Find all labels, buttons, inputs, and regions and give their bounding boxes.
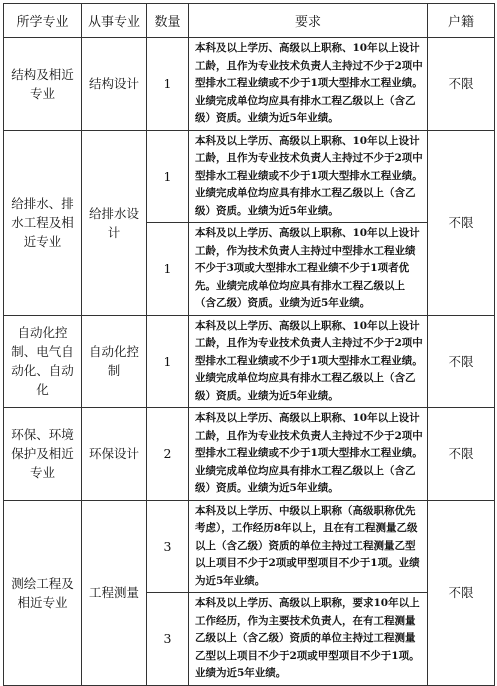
- requirement-cell: [189, 315, 428, 408]
- job-cell: 环保设计: [82, 408, 147, 501]
- header-job: 从事专业: [82, 4, 147, 38]
- hukou-cell: 不限: [428, 38, 495, 131]
- requirement-text: 本科及以上学历、高级以上职称，要求10年以上工作经历，作为主要技术负责人，在有工程测量乙级以上（含乙级）资质的单位主持过工程测量乙型以上项目不少于2项或甲型项目不少于1项。业绩为近5年业绩。: [195, 597, 420, 679]
- requirement-cell: [189, 500, 428, 593]
- header-row: [4, 4, 495, 38]
- requirement-text: 本科及以上学历、高级以上职称、10年以上设计工龄，作为技术负责人主持过中型排水工程业绩不少于3项或大型排水工程业绩不少于1项者优先。业绩完成单位均应具有排水工程乙级以上（含乙级）资质。业绩为近5年业绩。: [195, 227, 420, 309]
- requirement-cell: [189, 223, 428, 316]
- requirement-text: 本科及以上学历、高级以上职称、10年以上设计工龄，且作为专业技术负责人主持过不少于2项中型排水工程业绩或不少于1项大型排水工程业绩。业绩完成单位均应具有排水工程乙级以上（含乙级）资质。业绩为近5年业绩。: [195, 319, 423, 402]
- table-row: [4, 500, 495, 593]
- header-req: 要求: [189, 4, 428, 38]
- requirement-text: 本科及以上学历、高级以上职称、10年以上设计工龄，且作为专业技术负责人主持过不少于2项中型排水工程业绩或不少于1项大型排水工程业绩。业绩完成单位均应具有排水工程乙级以上（含乙级）资质。业绩为近5年业绩。: [195, 42, 423, 124]
- qty-cell: 3: [147, 500, 189, 593]
- requirements-table: [3, 3, 495, 686]
- hukou-cell: 不限: [428, 130, 495, 315]
- table-row: [4, 408, 495, 501]
- job-cell: 给排水设计: [82, 130, 147, 315]
- requirement-text: 本科及以上学历、中级以上职称（高级职称优先考虑），工作经历8年以上，且在有工程测量乙级以上（含乙级）资质的单位主持过工程测量乙型以上项目不少于2项或甲型项目不少于1项。业绩为近5年业绩。: [195, 504, 420, 587]
- requirement-text: 本科及以上学历、高级以上职称、10年以上设计工龄，且作为专业技术负责人主持过不少于2项中型排水工程业绩或不少于1项大型排水工程业绩。业绩完成单位均应具有排水工程乙级以上（含乙级）资质。业绩为近5年业绩。: [195, 412, 423, 494]
- job-cell: 工程测量: [82, 500, 147, 685]
- job-cell: 自动化控制: [82, 315, 147, 408]
- header-hukou: 户籍: [428, 4, 495, 38]
- hukou-cell: 不限: [428, 500, 495, 685]
- table-row: [4, 38, 495, 131]
- job-cell: 结构设计: [82, 38, 147, 131]
- major-cell: 环保、环境保护及相近专业: [4, 408, 82, 501]
- requirement-cell: [189, 130, 428, 223]
- hukou-cell: 不限: [428, 408, 495, 501]
- header-major: 所学专业: [4, 4, 82, 38]
- qty-cell: 1: [147, 315, 189, 408]
- qty-cell: 1: [147, 223, 189, 316]
- qty-cell: 1: [147, 130, 189, 223]
- table-row: [4, 315, 495, 408]
- requirement-text: 本科及以上学历、高级以上职称、10年以上设计工龄，且作为专业技术负责人主持过不少于2项中型排水工程业绩或不少于1项大型排水工程业绩。业绩完成单位均应具有排水工程乙级以上（含乙级）资质。业绩为近5年业绩。: [195, 134, 423, 217]
- major-cell: 测绘工程及相近专业: [4, 500, 82, 685]
- table-row: [4, 130, 495, 223]
- requirement-cell: [189, 38, 428, 131]
- requirement-cell: [189, 408, 428, 501]
- header-qty: 数量: [147, 4, 189, 38]
- major-cell: 自动化控制、电气自动化、自动化: [4, 315, 82, 408]
- qty-cell: 1: [147, 38, 189, 131]
- qty-cell: 2: [147, 408, 189, 501]
- requirement-cell: [189, 593, 428, 686]
- qty-cell: 3: [147, 593, 189, 686]
- hukou-cell: 不限: [428, 315, 495, 408]
- major-cell: 给排水、排水工程及相近专业: [4, 130, 82, 315]
- major-cell: 结构及相近专业: [4, 38, 82, 131]
